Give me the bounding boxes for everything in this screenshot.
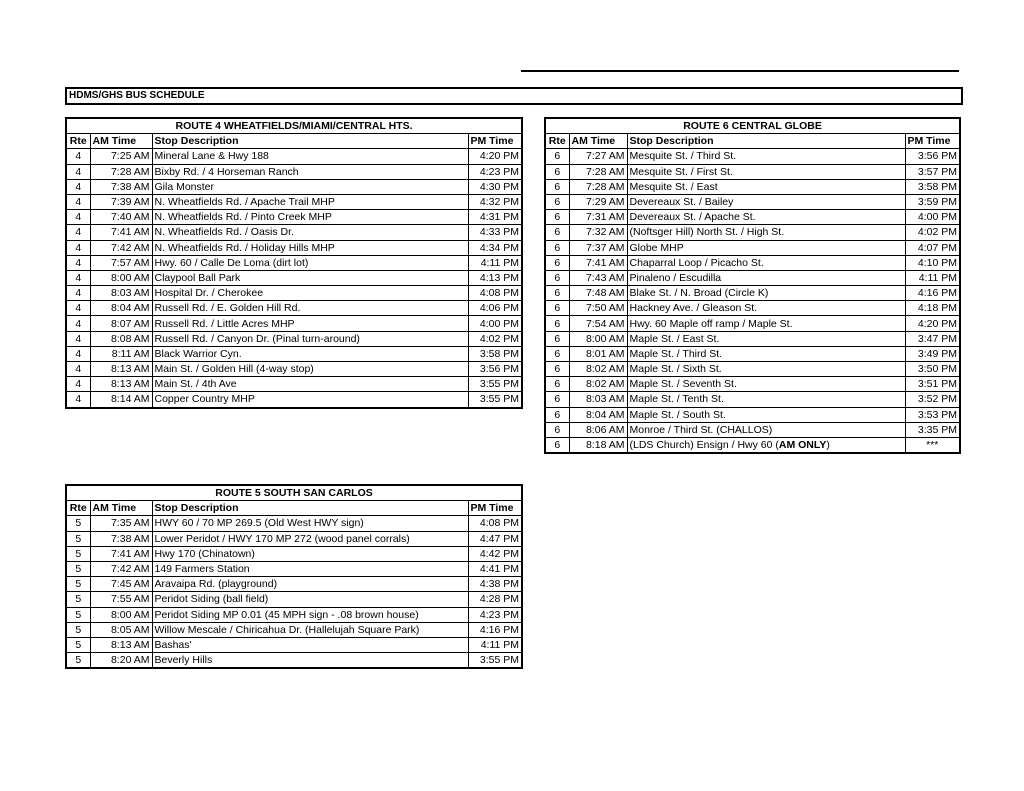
cell-rte: 5 [66, 622, 90, 637]
cell-stop-description: Mineral Lane & Hwy 188 [152, 149, 468, 164]
cell-rte: 4 [66, 346, 90, 361]
cell-am-time: 7:42 AM [90, 240, 152, 255]
cell-stop-description: Monroe / Third St. (CHALLOS) [627, 422, 905, 437]
cell-pm-time: 3:56 PM [905, 149, 960, 164]
cell-am-time: 7:28 AM [569, 164, 627, 179]
col-header-am: AM Time [90, 134, 152, 149]
cell-stop-description: Hwy. 60 Maple off ramp / Maple St. [627, 316, 905, 331]
cell-pm-time: 4:31 PM [468, 210, 522, 225]
cell-stop-description: Claypool Ball Park [152, 270, 468, 285]
table-row [66, 653, 522, 669]
table-row [66, 516, 522, 531]
cell-rte: 6 [545, 331, 569, 346]
cell-stop-description: Aravaipa Rd. (playground) [152, 577, 468, 592]
col-header-desc: Stop Description [152, 501, 468, 516]
cell-rte: 4 [66, 225, 90, 240]
table-row [66, 210, 522, 225]
cell-stop-description [627, 437, 905, 453]
table-row [545, 194, 960, 209]
cell-pm-time: 4:02 PM [468, 331, 522, 346]
cell-pm-time: 3:49 PM [905, 346, 960, 361]
cell-pm-time: 4:16 PM [905, 286, 960, 301]
route-5-table [65, 484, 523, 669]
cell-rte: 4 [66, 255, 90, 270]
table-row [66, 362, 522, 377]
am-only-note: AM ONLY [778, 439, 827, 452]
cell-am-time: 7:28 AM [90, 164, 152, 179]
cell-pm-time: 3:58 PM [905, 179, 960, 194]
cell-am-time: 8:03 AM [90, 286, 152, 301]
table-row [545, 331, 960, 346]
cell-am-time: 8:06 AM [569, 422, 627, 437]
cell-stop-description: Maple St. / Seventh St. [627, 377, 905, 392]
table-row [66, 561, 522, 576]
table-row [545, 286, 960, 301]
cell-stop-description: Maple St. / South St. [627, 407, 905, 422]
cell-pm-time: 4:02 PM [905, 225, 960, 240]
route-5-title: ROUTE 5 SOUTH SAN CARLOS [66, 485, 522, 501]
cell-stop-description: Russell Rd. / E. Golden Hill Rd. [152, 301, 468, 316]
cell-rte: 5 [66, 546, 90, 561]
cell-pm-time: 3:59 PM [905, 194, 960, 209]
col-header-desc: Stop Description [627, 134, 905, 149]
cell-pm-time: 3:50 PM [905, 362, 960, 377]
cell-stop-description: Mesquite St. / East [627, 179, 905, 194]
cell-rte: 4 [66, 301, 90, 316]
cell-pm-time: 4:11 PM [468, 255, 522, 270]
stop-text-end: ) [826, 439, 830, 452]
cell-rte: 4 [66, 240, 90, 255]
cell-stop-description: Main St. / 4th Ave [152, 377, 468, 392]
cell-stop-description: N. Wheatfields Rd. / Pinto Creek MHP [152, 210, 468, 225]
table-row [545, 377, 960, 392]
cell-stop-description: Maple St. / Third St. [627, 346, 905, 361]
cell-rte: 5 [66, 516, 90, 531]
cell-rte: 4 [66, 377, 90, 392]
cell-pm-time: 3:52 PM [905, 392, 960, 407]
cell-pm-time: 4:34 PM [468, 240, 522, 255]
cell-pm-time: 4:47 PM [468, 531, 522, 546]
cell-am-time: 7:42 AM [90, 561, 152, 576]
table-row [66, 149, 522, 164]
cell-am-time: 7:27 AM [569, 149, 627, 164]
cell-stop-description: HWY 60 / 70 MP 269.5 (Old West HWY sign) [152, 516, 468, 531]
cell-am-time: 7:39 AM [90, 194, 152, 209]
cell-pm-time: 4:00 PM [468, 316, 522, 331]
cell-am-time: 7:31 AM [569, 210, 627, 225]
route-6-table [544, 117, 961, 454]
cell-rte: 5 [66, 637, 90, 652]
cell-rte: 6 [545, 164, 569, 179]
cell-am-time: 7:32 AM [569, 225, 627, 240]
col-header-rte: Rte [66, 501, 90, 516]
cell-rte: 4 [66, 331, 90, 346]
cell-stop-description: Devereaux St. / Apache St. [627, 210, 905, 225]
cell-pm-time: 3:56 PM [468, 362, 522, 377]
cell-stop-description: Maple St. / Sixth St. [627, 362, 905, 377]
cell-am-time: 8:20 AM [90, 653, 152, 669]
cell-pm-time: 4:42 PM [468, 546, 522, 561]
cell-rte: 6 [545, 392, 569, 407]
cell-rte: 4 [66, 149, 90, 164]
cell-pm-time: 4:23 PM [468, 607, 522, 622]
col-header-pm: PM Time [468, 501, 522, 516]
cell-stop-description: N. Wheatfields Rd. / Holiday Hills MHP [152, 240, 468, 255]
table-row [545, 407, 960, 422]
table-row [66, 301, 522, 316]
table-row [545, 346, 960, 361]
cell-stop-description: Black Warrior Cyn. [152, 346, 468, 361]
cell-rte: 5 [66, 577, 90, 592]
table-row [66, 346, 522, 361]
cell-stop-description: Maple St. / Tenth St. [627, 392, 905, 407]
cell-rte: 4 [66, 316, 90, 331]
table-row [66, 194, 522, 209]
cell-stop-description: Lower Peridot / HWY 170 MP 272 (wood panel corrals) [152, 531, 468, 546]
cell-rte: 6 [545, 194, 569, 209]
cell-am-time: 7:37 AM [569, 240, 627, 255]
cell-rte: 6 [545, 407, 569, 422]
cell-am-time: 7:48 AM [569, 286, 627, 301]
cell-am-time: 8:03 AM [569, 392, 627, 407]
cell-rte: 5 [66, 607, 90, 622]
cell-pm-time: 4:32 PM [468, 194, 522, 209]
cell-stop-description: Peridot Siding (ball field) [152, 592, 468, 607]
table-row [545, 149, 960, 164]
col-header-pm: PM Time [905, 134, 960, 149]
cell-am-time: 8:05 AM [90, 622, 152, 637]
cell-am-time: 8:13 AM [90, 377, 152, 392]
cell-stop-description: Blake St. / N. Broad (Circle K) [627, 286, 905, 301]
cell-pm-time: 4:20 PM [905, 316, 960, 331]
cell-stop-description: N. Wheatfields Rd. / Oasis Dr. [152, 225, 468, 240]
cell-pm-time: 4:33 PM [468, 225, 522, 240]
cell-am-time: 8:14 AM [90, 392, 152, 408]
cell-am-time: 7:45 AM [90, 577, 152, 592]
cell-am-time: 7:57 AM [90, 255, 152, 270]
cell-stop-description: Mesquite St. / First St. [627, 164, 905, 179]
cell-am-time: 8:08 AM [90, 331, 152, 346]
cell-stop-description: Mesquite St. / Third St. [627, 149, 905, 164]
cell-rte: 6 [545, 437, 569, 453]
cell-pm-time: 3:57 PM [905, 164, 960, 179]
cell-stop-description: Chaparral Loop / Picacho St. [627, 255, 905, 270]
cell-pm-time: 4:13 PM [468, 270, 522, 285]
table-row [66, 607, 522, 622]
col-header-am: AM Time [90, 501, 152, 516]
cell-am-time: 8:13 AM [90, 637, 152, 652]
cell-am-time: 8:00 AM [90, 270, 152, 285]
cell-stop-description: Gila Monster [152, 179, 468, 194]
table-row [66, 240, 522, 255]
cell-stop-description: Main St. / Golden Hill (4-way stop) [152, 362, 468, 377]
col-header-rte: Rte [545, 134, 569, 149]
cell-am-time: 8:04 AM [90, 301, 152, 316]
cell-am-time: 8:00 AM [569, 331, 627, 346]
cell-stop-description: (Noftsger Hill) North St. / High St. [627, 225, 905, 240]
page-title: HDMS/GHS BUS SCHEDULE [65, 87, 963, 105]
cell-am-time: 7:40 AM [90, 210, 152, 225]
table-row [66, 331, 522, 346]
table-row [66, 225, 522, 240]
cell-rte: 6 [545, 149, 569, 164]
cell-am-time: 7:41 AM [90, 225, 152, 240]
table-row [66, 377, 522, 392]
cell-am-time: 7:35 AM [90, 516, 152, 531]
route-6-title: ROUTE 6 CENTRAL GLOBE [545, 118, 960, 134]
cell-am-time: 7:38 AM [90, 531, 152, 546]
table-row [66, 546, 522, 561]
table-row [545, 179, 960, 194]
table-row [545, 392, 960, 407]
table-row [66, 164, 522, 179]
cell-pm-time: 3:55 PM [468, 377, 522, 392]
cell-rte: 5 [66, 561, 90, 576]
cell-am-time: 7:41 AM [90, 546, 152, 561]
cell-pm-time: 3:58 PM [468, 346, 522, 361]
cell-pm-time: 4:08 PM [468, 516, 522, 531]
table-row [545, 301, 960, 316]
table-row [545, 210, 960, 225]
col-header-am: AM Time [569, 134, 627, 149]
cell-rte: 6 [545, 240, 569, 255]
cell-stop-description: Bashas' [152, 637, 468, 652]
cell-rte: 4 [66, 179, 90, 194]
cell-stop-description: Hospital Dr. / Cherokee [152, 286, 468, 301]
cell-rte: 4 [66, 362, 90, 377]
cell-am-time: 7:43 AM [569, 270, 627, 285]
cell-stop-description: Russell Rd. / Little Acres MHP [152, 316, 468, 331]
cell-pm-time: 4:41 PM [468, 561, 522, 576]
cell-am-time: 7:55 AM [90, 592, 152, 607]
cell-pm-time: 3:55 PM [468, 653, 522, 669]
cell-am-time: 7:41 AM [569, 255, 627, 270]
table-row [545, 240, 960, 255]
cell-am-time: 7:38 AM [90, 179, 152, 194]
cell-rte: 5 [66, 592, 90, 607]
cell-am-time: 8:01 AM [569, 346, 627, 361]
cell-rte: 6 [545, 301, 569, 316]
cell-pm-time: 4:11 PM [905, 270, 960, 285]
cell-am-time: 7:54 AM [569, 316, 627, 331]
cell-rte: 6 [545, 316, 569, 331]
col-header-desc: Stop Description [152, 134, 468, 149]
cell-pm-time: 4:28 PM [468, 592, 522, 607]
cell-stop-description: Devereaux St. / Bailey [627, 194, 905, 209]
cell-stop-description: Hwy. 60 / Calle De Loma (dirt lot) [152, 255, 468, 270]
col-header-pm: PM Time [468, 134, 522, 149]
cell-pm-time: 4:11 PM [468, 637, 522, 652]
table-row [66, 392, 522, 408]
cell-am-time: 8:18 AM [569, 437, 627, 453]
cell-pm-time: 4:08 PM [468, 286, 522, 301]
cell-am-time: 8:00 AM [90, 607, 152, 622]
cell-am-time: 8:11 AM [90, 346, 152, 361]
col-header-rte: Rte [66, 134, 90, 149]
cell-am-time: 7:50 AM [569, 301, 627, 316]
cell-pm-time: *** [905, 437, 960, 453]
cell-rte: 6 [545, 225, 569, 240]
cell-rte: 4 [66, 270, 90, 285]
table-row [545, 362, 960, 377]
table-row [545, 270, 960, 285]
table-row [66, 255, 522, 270]
cell-stop-description: Hwy 170 (Chinatown) [152, 546, 468, 561]
cell-stop-description: Bixby Rd. / 4 Horseman Ranch [152, 164, 468, 179]
table-row [66, 592, 522, 607]
cell-pm-time: 4:06 PM [468, 301, 522, 316]
cell-stop-description: N. Wheatfields Rd. / Apache Trail MHP [152, 194, 468, 209]
table-row [545, 437, 960, 453]
cell-rte: 4 [66, 286, 90, 301]
table-row [66, 316, 522, 331]
cell-am-time: 8:02 AM [569, 362, 627, 377]
cell-rte: 6 [545, 377, 569, 392]
cell-rte: 6 [545, 210, 569, 225]
cell-stop-description: Pinaleno / Escudilla [627, 270, 905, 285]
header-rule [521, 70, 959, 72]
cell-pm-time: 3:47 PM [905, 331, 960, 346]
cell-stop-description: Peridot Siding MP 0.01 (45 MPH sign - .08 brown house) [152, 607, 468, 622]
cell-pm-time: 4:16 PM [468, 622, 522, 637]
cell-am-time: 7:28 AM [569, 179, 627, 194]
table-row [545, 225, 960, 240]
cell-am-time: 8:13 AM [90, 362, 152, 377]
cell-pm-time: 4:30 PM [468, 179, 522, 194]
table-row [545, 422, 960, 437]
cell-rte: 6 [545, 362, 569, 377]
cell-stop-description: Copper Country MHP [152, 392, 468, 408]
cell-rte: 4 [66, 194, 90, 209]
cell-rte: 5 [66, 653, 90, 669]
cell-pm-time: 4:20 PM [468, 149, 522, 164]
cell-pm-time: 4:18 PM [905, 301, 960, 316]
cell-pm-time: 4:23 PM [468, 164, 522, 179]
cell-rte: 6 [545, 179, 569, 194]
cell-rte: 6 [545, 346, 569, 361]
table-row [545, 255, 960, 270]
table-row [66, 286, 522, 301]
route-4-table [65, 117, 523, 409]
cell-stop-description: Willow Mescale / Chiricahua Dr. (Hallelujah Square Park) [152, 622, 468, 637]
cell-stop-description: 149 Farmers Station [152, 561, 468, 576]
cell-pm-time: 4:38 PM [468, 577, 522, 592]
cell-rte: 6 [545, 255, 569, 270]
cell-pm-time: 4:10 PM [905, 255, 960, 270]
table-row [66, 637, 522, 652]
cell-pm-time: 4:00 PM [905, 210, 960, 225]
cell-stop-description: Hackney Ave. / Gleason St. [627, 301, 905, 316]
cell-pm-time: 4:07 PM [905, 240, 960, 255]
table-row [66, 179, 522, 194]
table-row [66, 531, 522, 546]
cell-am-time: 8:04 AM [569, 407, 627, 422]
table-row [545, 316, 960, 331]
table-row [66, 622, 522, 637]
cell-pm-time: 3:55 PM [468, 392, 522, 408]
cell-rte: 4 [66, 210, 90, 225]
cell-am-time: 7:29 AM [569, 194, 627, 209]
cell-pm-time: 3:53 PM [905, 407, 960, 422]
cell-am-time: 8:07 AM [90, 316, 152, 331]
cell-rte: 6 [545, 286, 569, 301]
table-row [545, 164, 960, 179]
stop-text: (LDS Church) Ensign / Hwy 60 ( [629, 439, 779, 452]
cell-stop-description: Globe MHP [627, 240, 905, 255]
cell-am-time: 7:25 AM [90, 149, 152, 164]
cell-rte: 6 [545, 270, 569, 285]
cell-pm-time: 3:51 PM [905, 377, 960, 392]
route-4-title: ROUTE 4 WHEATFIELDS/MIAMI/CENTRAL HTS. [66, 118, 522, 134]
table-row [66, 577, 522, 592]
cell-rte: 4 [66, 392, 90, 408]
cell-rte: 6 [545, 422, 569, 437]
cell-rte: 4 [66, 164, 90, 179]
cell-stop-description: Maple St. / East St. [627, 331, 905, 346]
cell-am-time: 8:02 AM [569, 377, 627, 392]
cell-rte: 5 [66, 531, 90, 546]
table-row [66, 270, 522, 285]
cell-pm-time: 3:35 PM [905, 422, 960, 437]
cell-stop-description: Beverly Hills [152, 653, 468, 669]
cell-stop-description: Russell Rd. / Canyon Dr. (Pinal turn-around) [152, 331, 468, 346]
